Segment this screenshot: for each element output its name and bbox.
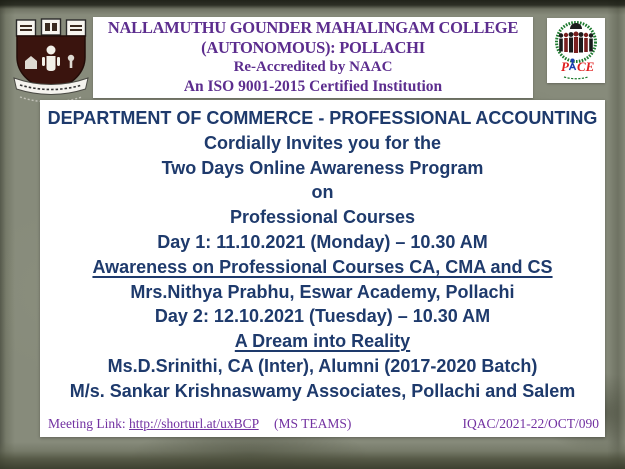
pace-logo-icon	[547, 18, 605, 83]
department-title: DEPARTMENT OF COMMERCE - PROFESSIONAL ACCOUNTING	[47, 108, 598, 128]
program-on: on	[311, 182, 334, 203]
college-emblem-icon	[12, 17, 90, 107]
program-name: Two Days Online Awareness Program	[161, 157, 484, 178]
invitation-text	[40, 100, 605, 404]
college-iso-line: An ISO 9001-2015 Certified Institution	[183, 78, 443, 95]
college-autonomous-line: (AUTONOMOUS): POLLACHI	[201, 38, 425, 57]
college-header-banner	[93, 17, 533, 98]
meeting-link-block	[48, 416, 351, 432]
pace-logo	[547, 18, 605, 83]
day1-schedule: Day 1: 11.10.2021 (Monday) – 10.30 AM	[157, 231, 488, 252]
meeting-platform: (MS TEAMS)	[274, 416, 352, 431]
pace-letters-ce: CE	[577, 59, 595, 74]
meeting-link-label: Meeting Link:	[48, 416, 126, 431]
day2-speaker: Ms.D.Srinithi, CA (Inter), Alumni (2017-2020 Batch)	[107, 355, 538, 376]
college-name: NALLAMUTHU GOUNDER MAHALINGAM COLLEGE	[107, 18, 519, 37]
day1-speaker: Mrs.Nithya Prabhu, Eswar Academy, Pollachi	[130, 281, 515, 302]
invite-line: Cordially Invites you for the	[203, 132, 442, 153]
meeting-link[interactable]: http://shorturl.at/uxBCP	[129, 416, 259, 431]
pace-letter-p: P	[561, 59, 569, 74]
reference-number: IQAC/2021-22/OCT/090	[462, 416, 599, 431]
day2-speaker-firm: M/s. Sankar Krishnaswamy Associates, Pollachi and Salem	[69, 380, 576, 401]
day2-topic: A Dream into Reality	[234, 331, 411, 352]
program-topic: Professional Courses	[229, 207, 416, 228]
day1-topic: Awareness on Professional Courses CA, CMA and CS	[92, 256, 553, 277]
day2-schedule: Day 2: 12.10.2021 (Tuesday) – 10.30 AM	[154, 306, 491, 327]
college-accreditation-line: Re-Accredited by NAAC	[233, 59, 393, 75]
invitation-body	[40, 100, 605, 437]
footer-row	[48, 416, 599, 432]
